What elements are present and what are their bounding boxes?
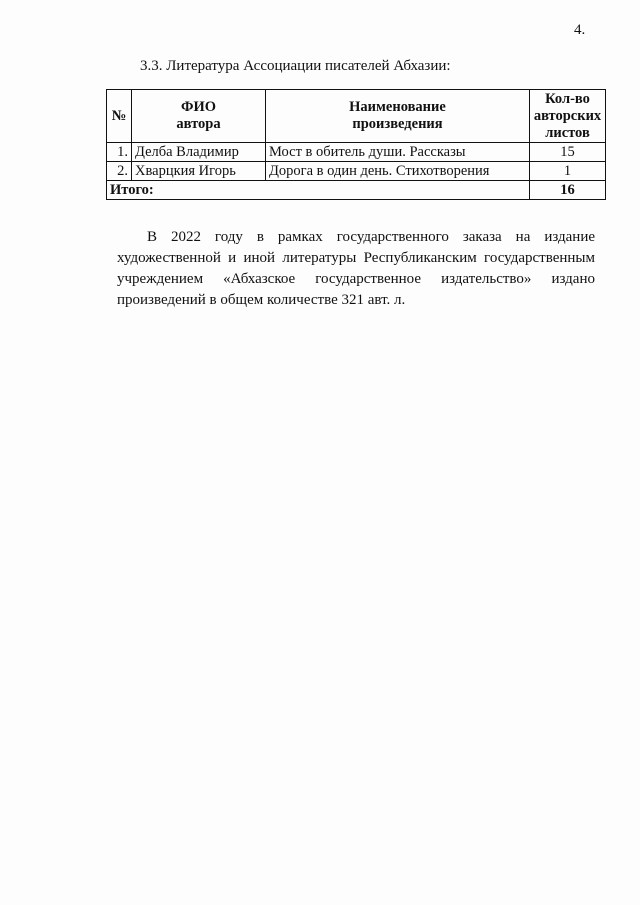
header-author-line1: ФИО bbox=[180, 99, 216, 115]
row-sheets: 1 bbox=[530, 162, 606, 181]
row-author: Хварцкия Игорь bbox=[132, 162, 266, 181]
total-label: Итого: bbox=[107, 181, 530, 200]
body-paragraph bbox=[117, 227, 595, 311]
header-title bbox=[266, 90, 530, 143]
header-author bbox=[132, 90, 266, 143]
row-num: 2. bbox=[107, 162, 132, 181]
literature-table bbox=[106, 89, 606, 200]
header-sheets-line2: авторских bbox=[533, 107, 602, 124]
header-author-line2: автора bbox=[176, 116, 221, 132]
table-total-row bbox=[107, 181, 606, 200]
body-paragraph-text: В 2022 году в рамках государственного заказа на издание художественной и иной литературы Республиканским государственным учреждением «Абхазское государственное издательство» издано произведений в общем количестве 321 авт. л. bbox=[117, 229, 595, 308]
row-num: 1. bbox=[107, 143, 132, 162]
total-value: 16 bbox=[530, 181, 606, 200]
section-title: 3.3. Литература Ассоциации писателей Абхазии: bbox=[140, 58, 451, 74]
table-row bbox=[107, 143, 606, 162]
header-sheets bbox=[530, 90, 606, 143]
header-sheets-line3: листов bbox=[545, 124, 590, 141]
page-number: 4. bbox=[574, 22, 586, 38]
table-header-row bbox=[107, 90, 606, 143]
row-sheets: 15 bbox=[530, 143, 606, 162]
row-title: Дорога в один день. Стихотворения bbox=[266, 162, 530, 181]
table-row bbox=[107, 162, 606, 181]
header-title-line1: Наименование bbox=[349, 99, 446, 115]
header-title-line2: произведения bbox=[352, 116, 443, 132]
header-num: № bbox=[107, 90, 132, 143]
row-author: Делба Владимир bbox=[132, 143, 266, 162]
row-title: Мост в обитель души. Рассказы bbox=[266, 143, 530, 162]
header-sheets-line1: Кол-во bbox=[545, 90, 590, 107]
